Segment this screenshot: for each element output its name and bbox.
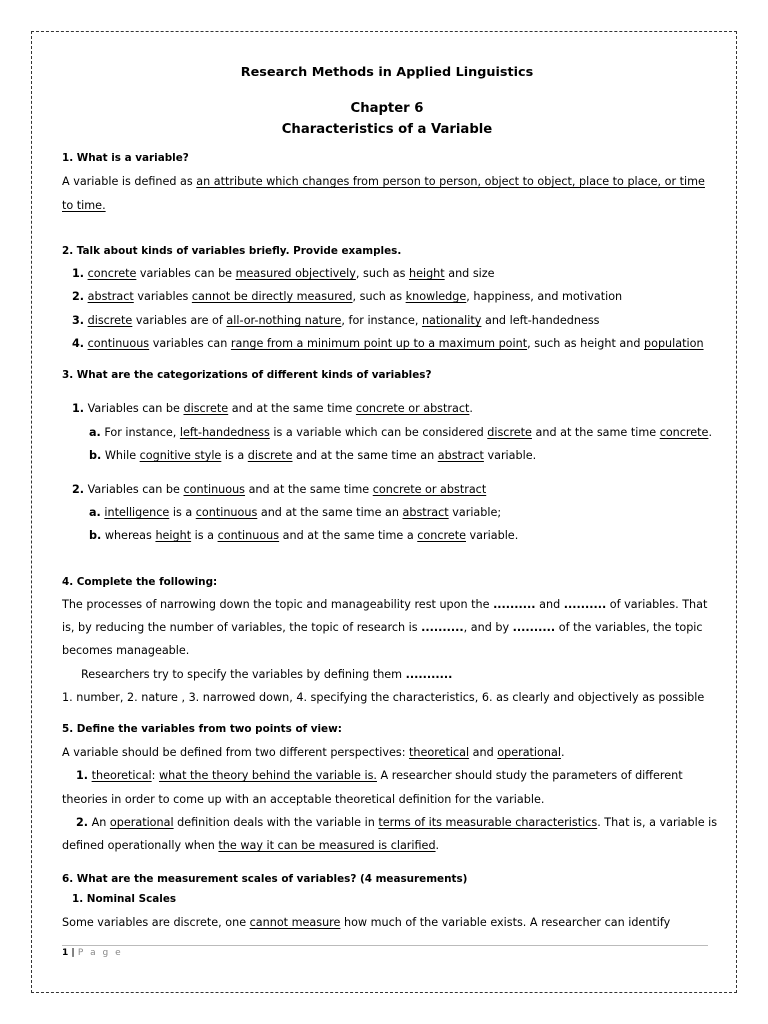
list-item: 3. discrete variables are of all-or-nothing nature, for instance, nationality and left-handedness: [72, 314, 600, 327]
question-3: 3. What are the categorizations of different kinds of variables?: [62, 369, 432, 381]
subheading-nominal-scales: 1. Nominal Scales: [72, 893, 177, 905]
list-item: b. While cognitive style is a discrete and at the same time an abstract variable.: [89, 449, 537, 462]
s4-line-3: becomes manageable.: [62, 644, 190, 657]
s4-line-4: Researchers try to specify the variables by defining them ...........: [81, 668, 453, 681]
list-item: a. For instance, left-handedness is a variable which can be considered discrete and at the same time concrete.: [89, 426, 712, 439]
list-item: 2. Variables can be continuous and at the same time concrete or abstract: [72, 483, 487, 496]
chapter-number: Chapter 6: [350, 101, 424, 116]
list-item: 1. Variables can be discrete and at the same time concrete or abstract.: [72, 402, 473, 415]
page-number: 1: [62, 948, 69, 958]
question-5: 5. Define the variables from two points of view:: [62, 723, 342, 735]
question-2: 2. Talk about kinds of variables briefly. Provide examples.: [62, 245, 402, 257]
list-item: 2. abstract variables cannot be directly measured, such as knowledge, happiness, and motivation: [72, 290, 623, 303]
list-item: b. whereas height is a continuous and at the same time a concrete variable.: [89, 529, 519, 542]
question-6: 6. What are the measurement scales of variables? (4 measurements): [62, 873, 468, 885]
s4-answers: 1. number, 2. nature , 3. narrowed down, 4. specifying the characteristics, 6. as clearly and objectively as possible: [62, 691, 705, 704]
s1-line-2: to time.: [62, 199, 106, 212]
list-item: 1. concrete variables can be measured objectively, such as height and size: [72, 267, 495, 280]
s5-line-1: A variable should be defined from two different perspectives: theoretical and operational.: [62, 746, 565, 759]
chapter-title: Characteristics of a Variable: [281, 122, 493, 137]
s5-line-4: 2. An operational definition deals with the variable in terms of its measurable characteristics. That is, a variable is: [76, 816, 718, 829]
question-4: 4. Complete the following:: [62, 576, 218, 588]
s6-line-1: Some variables are discrete, one cannot measure how much of the variable exists. A researcher can identify: [62, 916, 671, 929]
course-title: Research Methods in Applied Linguistics: [240, 65, 534, 80]
s5-line-2: 1. theoretical: what the theory behind the variable is. A researcher should study the parameters of different: [76, 769, 683, 782]
s4-line-2: is, by reducing the number of variables, the topic of research is .........., and by .......... of the variables, the topic: [62, 621, 703, 634]
list-item: 4. continuous variables can range from a minimum point up to a maximum point, such as height and population: [72, 337, 704, 350]
question-1: 1. What is a variable?: [62, 152, 189, 164]
s4-line-1: The processes of narrowing down the topic and manageability rest upon the .......... and .......... of variables. That: [62, 598, 708, 611]
page-label: P a g e: [77, 948, 123, 958]
s5-line-3: theories in order to come up with an acceptable theoretical definition for the variable.: [62, 793, 545, 806]
s5-line-5: defined operationally when the way it can be measured is clarified.: [62, 839, 440, 852]
s1-line-1: A variable is defined as an attribute which changes from person to person, object to object, place to place, or time: [62, 175, 705, 188]
list-item: a. intelligence is a continuous and at the same time an abstract variable;: [89, 506, 502, 519]
footer-divider: [62, 945, 708, 946]
page-footer: 1 | P a g e: [62, 948, 123, 958]
